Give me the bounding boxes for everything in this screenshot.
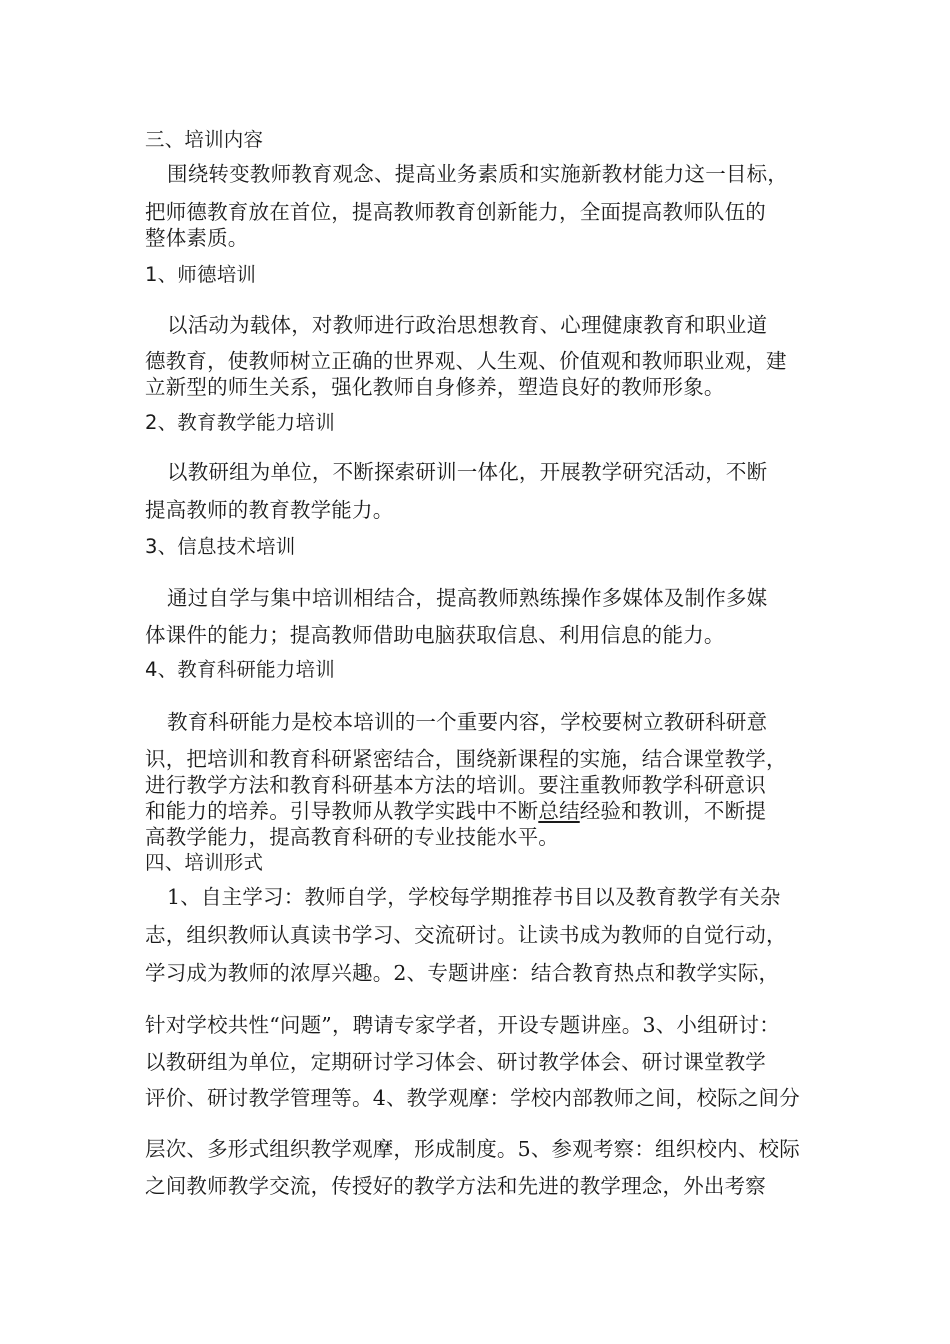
section-4-line-5: 以教研组为单位，定期研讨学习体会、研讨教学体会、研讨课堂教学 [145,1050,766,1074]
section-3-title: 三、培训内容 [145,128,264,151]
section-4-line-3: 学习成为教师的浓厚兴趣。2、专题讲座：结合教育热点和教学实际， [145,961,780,985]
item-1-line-2: 德教育，使教师树立正确的世界观、人生观、价值观和教师职业观，建 [145,349,787,373]
section-3-intro-line-3: 整体素质。 [145,226,249,250]
section-4-title: 四、培训形式 [145,851,264,874]
section-4-line-6: 评价、研讨教学管理等。4、教学观摩：学校内部教师之间，校际之间分 [145,1086,800,1110]
item-4-line-1: 教育科研能力是校本培训的一个重要内容，学校要树立教研科研意 [167,710,768,734]
item-4-heading: 4、教育科研能力培训 [145,658,335,681]
section-4-line-8: 之间教师教学交流，传授好的教学方法和先进的教学理念，外出考察 [145,1174,766,1198]
item-4-line-5: 高教学能力，提高教育科研的专业技能水平。 [145,825,559,849]
item-2-line-1: 以教研组为单位，不断探索研训一体化，开展教学研究活动，不断 [167,460,768,484]
item-1-line-1: 以活动为载体，对教师进行政治思想教育、心理健康教育和职业道 [167,313,768,337]
underlined-term: 总结 [538,799,580,823]
item-4-line-4-after: 经验和教训，不断提 [579,799,767,823]
item-1-heading: 1、师德培训 [145,263,257,286]
section-4-line-4: 针对学校共性“问题”，聘请专家学者，开设专题讲座。3、小组研讨： [145,1013,780,1037]
item-3-heading: 3、信息技术培训 [145,535,296,558]
section-4-line-1: 1、自主学习：教师自学，学校每学期推荐书目以及教育教学有关杂 [167,885,781,909]
section-3-intro-line-2: 把师德教育放在首位，提高教师教育创新能力，全面提高教师队伍的 [145,200,766,224]
item-2-heading: 2、教育教学能力培训 [145,411,335,434]
item-4-line-4 [145,798,815,824]
item-4-line-4-before: 和能力的培养。引导教师从教学实践中不断 [145,799,539,823]
item-4-line-3: 进行教学方法和教育科研基本方法的培训。要注重教师教学科研意识 [145,773,766,797]
section-3-intro-line-1: 围绕转变教师教育观念、提高业务素质和实施新教材能力这一目标， [167,162,788,186]
item-3-line-1: 通过自学与集中培训相结合，提高教师熟练操作多媒体及制作多媒 [167,586,768,610]
item-4-line-2: 识，把培训和教育科研紧密结合，围绕新课程的实施，结合课堂教学， [145,747,787,771]
item-3-line-2: 体课件的能力；提高教师借助电脑获取信息、利用信息的能力。 [145,623,725,647]
section-4-line-7: 层次、多形式组织教学观摩，形成制度。5、参观考察：组织校内、校际 [145,1137,800,1161]
item-1-line-3: 立新型的师生关系，强化教师自身修养，塑造良好的教师形象。 [145,375,725,399]
item-2-line-2: 提高教师的教育教学能力。 [145,498,394,522]
section-4-line-2: 志，组织教师认真读书学习、交流研讨。让读书成为教师的自觉行动， [145,923,787,947]
